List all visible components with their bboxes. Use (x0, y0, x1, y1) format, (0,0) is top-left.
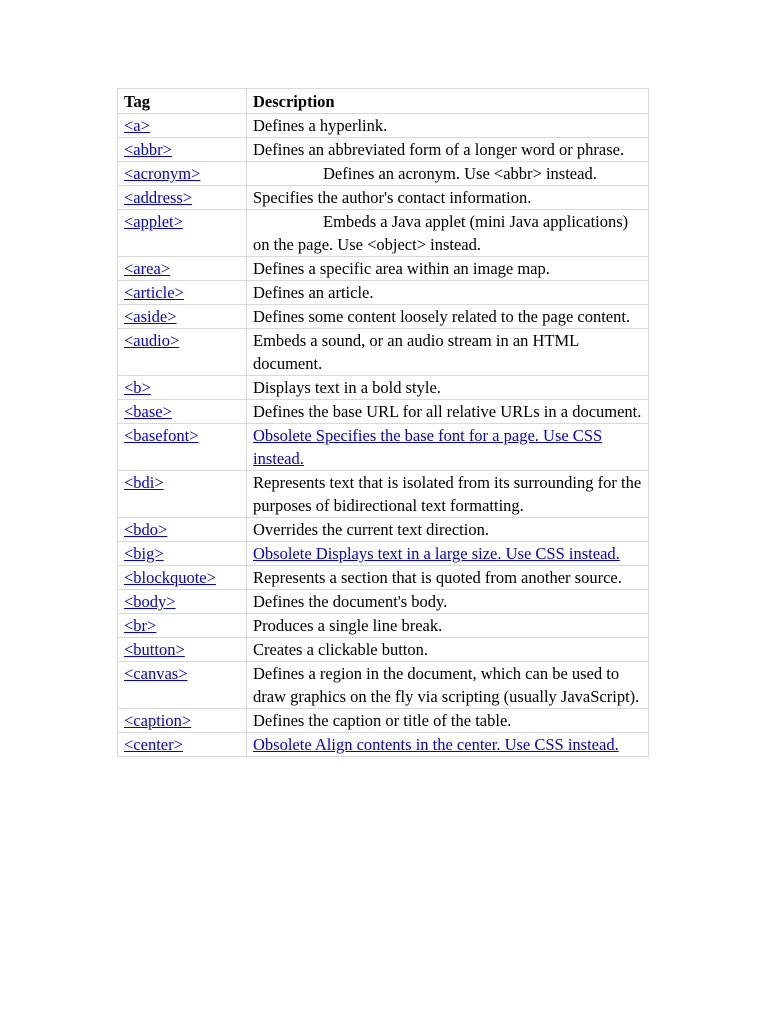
description-cell (247, 733, 649, 757)
description-cell: Defines the document's body. (247, 590, 649, 614)
tag-link[interactable]: <blockquote> (124, 568, 216, 587)
description-cell: Defines a hyperlink. (247, 114, 649, 138)
tag-link[interactable]: <base> (124, 402, 172, 421)
tag-link[interactable]: <big> (124, 544, 164, 563)
table-header-row (118, 89, 649, 114)
table-row (118, 257, 649, 281)
description-cell: Embeds a Java applet (mini Java applications) on the page. Use <object> instead. (247, 210, 649, 257)
tag-link[interactable]: <aside> (124, 307, 177, 326)
table-row (118, 376, 649, 400)
description-cell: Represents text that is isolated from its surrounding for the purposes of bidirectional text formatting. (247, 471, 649, 518)
description-cell: Defines some content loosely related to the page content. (247, 305, 649, 329)
description-cell: Embeds a sound, or an audio stream in an HTML document. (247, 329, 649, 376)
description-cell: Creates a clickable button. (247, 638, 649, 662)
description-link[interactable]: Obsolete Specifies the base font for a page. Use CSS instead. (253, 426, 603, 468)
tag-cell (118, 376, 247, 400)
table-row (118, 638, 649, 662)
description-cell: Overrides the current text direction. (247, 518, 649, 542)
table-row (118, 590, 649, 614)
table-row (118, 566, 649, 590)
tag-link[interactable]: <area> (124, 259, 171, 278)
table-row (118, 162, 649, 186)
header-description: Description (247, 89, 649, 114)
description-link[interactable]: Obsolete Align contents in the center. Use CSS instead. (253, 735, 619, 754)
description-cell: Represents a section that is quoted from another source. (247, 566, 649, 590)
tag-cell (118, 590, 247, 614)
header-tag: Tag (118, 89, 247, 114)
table-row (118, 424, 649, 471)
tag-cell (118, 281, 247, 305)
tag-link[interactable]: <canvas> (124, 664, 188, 683)
description-cell: Produces a single line break. (247, 614, 649, 638)
tag-cell (118, 662, 247, 709)
tag-cell (118, 305, 247, 329)
tag-cell (118, 138, 247, 162)
tag-cell (118, 114, 247, 138)
table-row (118, 733, 649, 757)
tag-link[interactable]: <article> (124, 283, 184, 302)
tag-link[interactable]: <acronym> (124, 164, 201, 183)
tag-link[interactable]: <abbr> (124, 140, 172, 159)
table-row (118, 210, 649, 257)
description-cell: Defines an acronym. Use <abbr> instead. (247, 162, 649, 186)
description-cell: Defines the base URL for all relative URLs in a document. (247, 400, 649, 424)
tag-link[interactable]: <audio> (124, 331, 180, 350)
tag-link[interactable]: <caption> (124, 711, 192, 730)
tag-link[interactable]: <basefont> (124, 426, 199, 445)
table-row (118, 662, 649, 709)
tag-link[interactable]: <applet> (124, 212, 183, 231)
table-row (118, 186, 649, 210)
table-row (118, 471, 649, 518)
table-row (118, 305, 649, 329)
tag-cell (118, 162, 247, 186)
table-row (118, 138, 649, 162)
description-cell: Defines a region in the document, which can be used to draw graphics on the fly via scripting (usually JavaScript). (247, 662, 649, 709)
tag-cell (118, 329, 247, 376)
tag-cell (118, 471, 247, 518)
description-cell (247, 542, 649, 566)
tag-cell (118, 186, 247, 210)
tag-link[interactable]: <a> (124, 116, 150, 135)
table-row (118, 114, 649, 138)
description-cell (247, 424, 649, 471)
tag-link[interactable]: <body> (124, 592, 176, 611)
tag-link[interactable]: <bdo> (124, 520, 168, 539)
description-cell: Defines a specific area within an image map. (247, 257, 649, 281)
table-row (118, 400, 649, 424)
tag-cell (118, 638, 247, 662)
table-row (118, 518, 649, 542)
html-tags-table (117, 88, 649, 757)
table-row (118, 709, 649, 733)
tag-cell (118, 400, 247, 424)
description-link[interactable]: Obsolete Displays text in a large size. Use CSS instead. (253, 544, 620, 563)
description-cell: Displays text in a bold style. (247, 376, 649, 400)
table-row (118, 542, 649, 566)
tag-link[interactable]: <address> (124, 188, 193, 207)
tag-cell (118, 210, 247, 257)
tag-cell (118, 424, 247, 471)
tag-cell (118, 257, 247, 281)
tag-link[interactable]: <button> (124, 640, 185, 659)
table-row (118, 614, 649, 638)
tag-cell (118, 733, 247, 757)
tag-cell (118, 518, 247, 542)
tag-cell (118, 614, 247, 638)
table-row (118, 329, 649, 376)
tag-cell (118, 709, 247, 733)
tag-link[interactable]: <bdi> (124, 473, 164, 492)
description-cell: Specifies the author's contact information. (247, 186, 649, 210)
description-cell: Defines an abbreviated form of a longer word or phrase. (247, 138, 649, 162)
table-row (118, 281, 649, 305)
tag-link[interactable]: <br> (124, 616, 157, 635)
tag-cell (118, 542, 247, 566)
tag-link[interactable]: <b> (124, 378, 151, 397)
tag-cell (118, 566, 247, 590)
description-cell: Defines the caption or title of the table. (247, 709, 649, 733)
description-cell: Defines an article. (247, 281, 649, 305)
tag-link[interactable]: <center> (124, 735, 183, 754)
